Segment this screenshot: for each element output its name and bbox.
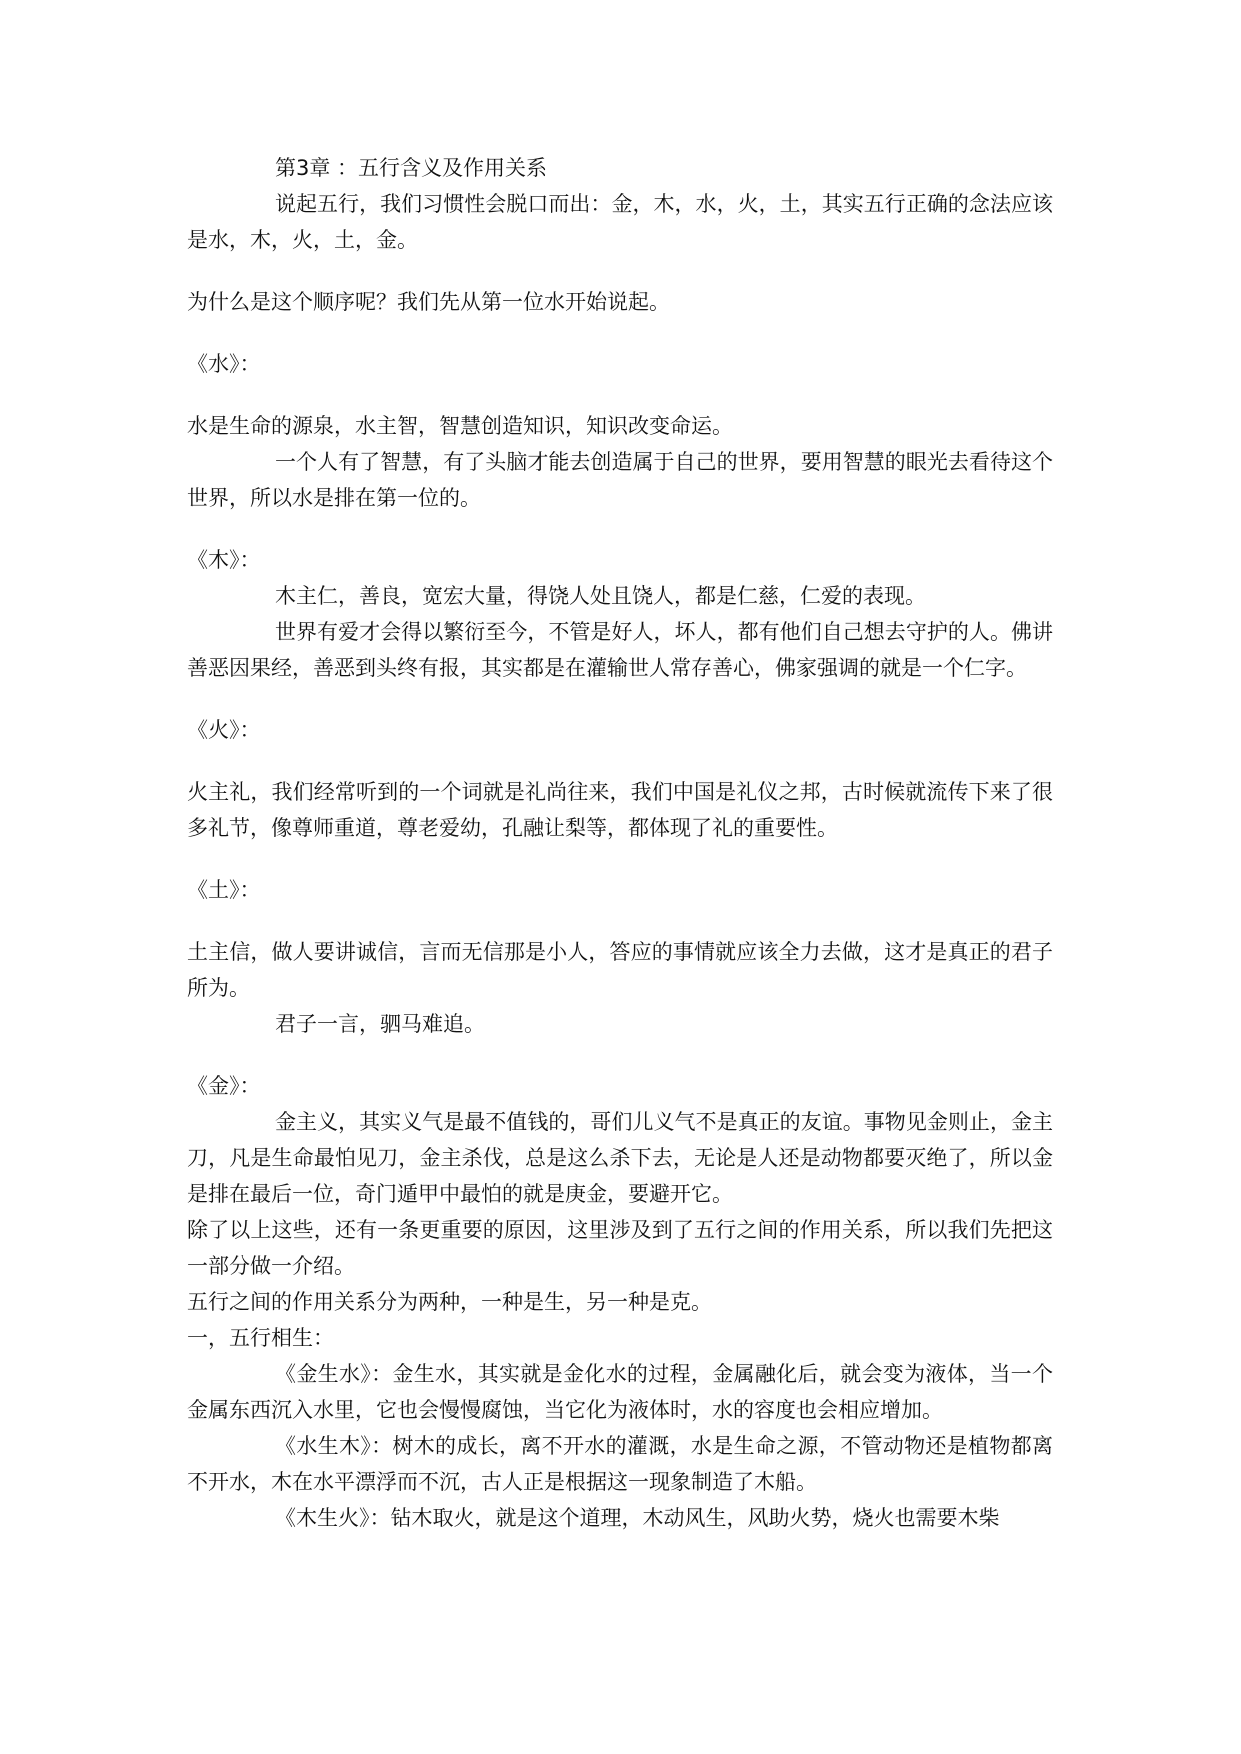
earth-heading: 《土》： bbox=[187, 878, 261, 902]
document-page bbox=[187, 150, 1053, 1536]
wood-heading: 《木》： bbox=[187, 548, 261, 572]
sheng-paragraph-2: 《水生木》：树木的成长，离不开水的灌溉，水是生命之源，不管动物还是植物都离不开水，木在水平漂浮而不沉，古人正是根据这一现象制造了木船。 bbox=[187, 1434, 1053, 1494]
sheng-paragraph-1: 《金生水》：金生水，其实就是金化水的过程，金属融化后，就会变为液体，当一个金属东西沉入水里，它也会慢慢腐蚀，当它化为液体时，水的容度也会相应增加。 bbox=[187, 1362, 1053, 1422]
chapter-title: 第3章 ：五行含义及作用关系 bbox=[275, 156, 548, 180]
water-paragraph-1: 水是生命的源泉，水主智，智慧创造知识，知识改变命运。 bbox=[187, 414, 733, 438]
wood-paragraph-2: 世界有爱才会得以繁衍至今，不管是好人，坏人，都有他们自己想去守护的人。佛讲善恶因果经，善恶到头终有报，其实都是在灌输世人常存善心，佛家强调的就是一个仁字。 bbox=[187, 620, 1053, 680]
sheng-heading: 一，五行相生： bbox=[187, 1326, 334, 1350]
metal-heading: 《金》： bbox=[187, 1074, 261, 1098]
intro-paragraph-1: 说起五行，我们习惯性会脱口而出：金，木，水，火，土，其实五行正确的念法应该是水，木，火，土，金。 bbox=[187, 192, 1053, 252]
fire-paragraph-1: 火主礼，我们经常听到的一个词就是礼尚往来，我们中国是礼仪之邦，古时候就流传下来了很多礼节，像尊师重道，尊老爱幼，孔融让梨等，都体现了礼的重要性。 bbox=[187, 780, 1053, 840]
relation-paragraph-2: 五行之间的作用关系分为两种，一种是生，另一种是克。 bbox=[187, 1290, 712, 1314]
intro-paragraph-2: 为什么是这个顺序呢？我们先从第一位水开始说起。 bbox=[187, 290, 670, 314]
sheng-paragraph-3: 《木生火》：钻木取火，就是这个道理，木动风生，风助火势，烧火也需要木柴 bbox=[275, 1506, 1000, 1530]
wood-paragraph-1: 木主仁，善良，宽宏大量，得饶人处且饶人，都是仁慈，仁爱的表现。 bbox=[275, 584, 926, 608]
relation-paragraph-1: 除了以上这些，还有一条更重要的原因，这里涉及到了五行之间的作用关系，所以我们先把这一部分做一介绍。 bbox=[187, 1218, 1053, 1278]
water-heading: 《水》： bbox=[187, 352, 261, 376]
earth-paragraph-1: 土主信，做人要讲诚信，言而无信那是小人，答应的事情就应该全力去做，这才是真正的君子所为。 bbox=[187, 940, 1053, 1000]
metal-paragraph-1: 金主义，其实义气是最不值钱的，哥们儿义气不是真正的友谊。事物见金则止，金主刀，凡是生命最怕见刀，金主杀伐，总是这么杀下去，无论是人还是动物都要灭绝了，所以金是排在最后一位，奇门遁甲中最怕的就是庚金，要避开它。 bbox=[187, 1110, 1053, 1206]
earth-paragraph-2: 君子一言，驷马难追。 bbox=[275, 1012, 485, 1036]
fire-heading: 《火》： bbox=[187, 718, 261, 742]
water-paragraph-2: 一个人有了智慧，有了头脑才能去创造属于自己的世界，要用智慧的眼光去看待这个世界，所以水是排在第一位的。 bbox=[187, 450, 1053, 510]
